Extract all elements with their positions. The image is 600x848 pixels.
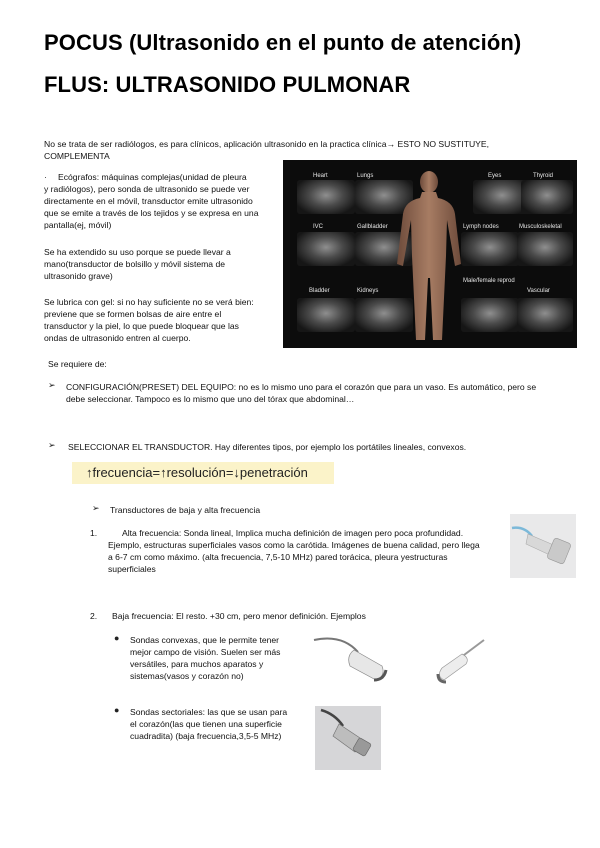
round-bullet-icon: ● [114, 633, 120, 643]
label-gallbladder: Gallbladder [357, 224, 388, 230]
ecografos-line-5: pantalla(ej, móvil) [44, 220, 112, 230]
label-eyes: Eyes [488, 173, 502, 179]
label-musculoskeletal: Musculoskeletal [519, 224, 562, 230]
item1-line-1: Alta frecuencia: Sonda lineal, Implica mucha definición de imagen pero poca profundidad. [122, 528, 464, 538]
gel-line-4: ondas de ultrasonido entren al cuerpo. [44, 333, 191, 343]
label-vascular: Vascular [527, 288, 550, 294]
sectorial-probe-image [315, 706, 381, 770]
human-silhouette [389, 168, 469, 344]
convex-line-3: versátiles, para muchos aparatos y [130, 659, 264, 669]
convex-probe-icon [312, 630, 394, 686]
item1-line-3: a 6-7 cm como máximo. (alta frecuencia, 7,5-10 MHz) pared torácica, pleura yestructuras [108, 552, 448, 562]
label-heart: Heart [313, 173, 328, 179]
bullet-dot: · [44, 172, 47, 182]
label-lungs: Lungs [357, 173, 374, 179]
item1-number: 1. [90, 528, 98, 538]
arrow-bullet-icon: ➢ [48, 440, 56, 450]
round-bullet-icon: ● [114, 705, 120, 715]
linear-probe-icon [510, 514, 576, 578]
ecografos-line-3: directamente en el móvil, transductor emite ultrasonido [44, 196, 253, 206]
thyroid-scan [521, 180, 573, 214]
sectorial-line-1: Sondas sectoriales: las que se usan para [130, 707, 288, 717]
musculoskeletal-scan [517, 232, 573, 266]
intro-line-1: No se trata de ser radiólogos, es para clínicos, aplicación ultrasonido en la practica clínica→ ESTO NO SUSTITUYE, [44, 139, 490, 149]
item1-line-2: Ejemplo, estructuras superficiales vasos como la carótida. Imágenes de buena calidad, pero llega [108, 540, 480, 550]
label-lymph-nodes: Lymph nodes [463, 224, 499, 230]
convex-line-4: sistemas(vasos y corazón no) [130, 671, 244, 681]
ecografos-line-4: que se emite a través de los tejidos y se expresa en una [44, 208, 259, 218]
sectorial-line-3: cuadradita) (baja frecuencia,3,5-5 MHz) [130, 731, 282, 741]
label-kidneys: Kidneys [357, 288, 379, 294]
sectorial-probe-icon [315, 706, 381, 770]
convex-line-2: mejor campo de visión. Suelen ser más [130, 647, 281, 657]
reproductive-scan [461, 298, 519, 332]
bladder-scan [297, 298, 355, 332]
item2-text: Baja frecuencia: El resto. +30 cm, pero menor definición. Ejemplos [112, 611, 366, 621]
gel-line-2: previene que se formen bolsas de aire entre el [44, 309, 222, 319]
ivc-scan [297, 232, 355, 266]
convex-probe-image-2 [430, 636, 486, 686]
pocus-applications-image [283, 160, 577, 348]
label-ivc: IVC [313, 224, 324, 230]
linear-probe-image [510, 514, 576, 578]
label-reproductive: Male/female reprod [463, 278, 515, 284]
page-title: POCUS (Ultrasonido en el punto de atención) [44, 30, 522, 55]
config-line-2: debe seleccionar. Tampoco es lo mismo que uno del tórax que abdominal… [66, 394, 355, 404]
vascular-scan [517, 298, 573, 332]
heart-scan [297, 180, 355, 214]
convex-probe-icon [430, 636, 486, 686]
convex-line-1: Sondas convexas, que le permite tener [130, 635, 280, 645]
label-thyroid: Thyroid [533, 173, 554, 179]
extendido-line-1: Se ha extendido su uso porque se puede llevar a [44, 247, 231, 257]
extendido-line-3: ultrasonido grave) [44, 271, 113, 281]
page-subtitle: FLUS: ULTRASONIDO PULMONAR [44, 72, 411, 97]
se-requiere: Se requiere de: [48, 359, 107, 369]
sub-heading: Transductores de baja y alta frecuencia [110, 505, 261, 515]
arrow-bullet-icon: ➢ [92, 503, 100, 513]
arrow-bullet-icon: ➢ [48, 380, 56, 390]
gel-line-1: Se lubrica con gel: si no hay suficiente no se verá bien: [44, 297, 254, 307]
item1-line-4: superficiales [108, 564, 156, 574]
lymph-nodes-scan [461, 232, 519, 266]
intro-line-2: COMPLEMENTA [44, 151, 110, 161]
ecografos-line-1: Ecógrafos: máquinas complejas(unidad de pleura [58, 172, 247, 182]
item2-number: 2. [90, 611, 98, 621]
frequency-formula: ↑frecuencia=↑resolución=↓penetración [72, 462, 334, 484]
label-bladder: Bladder [309, 288, 330, 294]
config-line-1: CONFIGURACIÓN(PRESET) DEL EQUIPO: no es lo mismo uno para el corazón que para un vaso. Es automático, pero se [66, 382, 537, 392]
ecografos-line-2: y radiólogos), pero sonda de ultrasonido se puede ver [44, 184, 250, 194]
extendido-line-2: mano(transductor de bolsillo y móvil sistema de [44, 259, 226, 269]
sectorial-line-2: el corazón(las que tienen una superficie [130, 719, 282, 729]
convex-probe-image-1 [312, 630, 394, 686]
gel-line-3: transductor y la piel, lo que puede bloquear que las [44, 321, 239, 331]
selecciona-transductor: SELECCIONAR EL TRANSDUCTOR. Hay diferentes tipos, por ejemplo los portátiles lineales, convexos. [68, 442, 467, 452]
